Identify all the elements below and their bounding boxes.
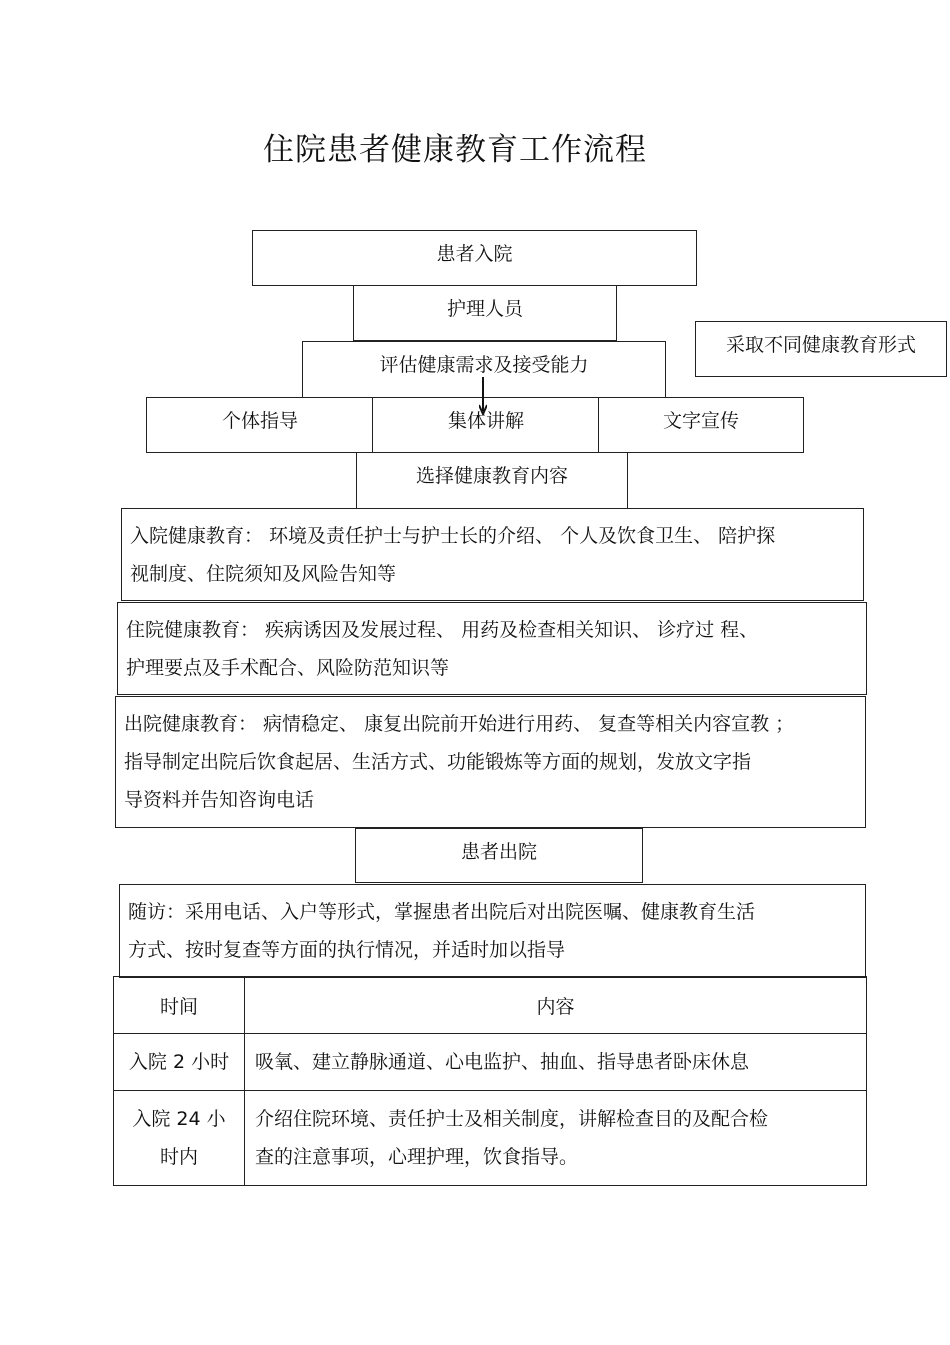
followup-line: 随访：采用电话、入户等形式，掌握患者出院后对出院医嘱、健康教育生活 [128,901,756,923]
down-arrow-icon [479,377,487,415]
time-cell [114,1034,245,1091]
followup-box [119,884,866,978]
discharge-box [355,828,643,883]
table-row [114,1091,867,1186]
discharge-education-box [115,696,866,828]
column-header-content: 内容 [245,977,867,1034]
hospital-education-box [117,602,867,695]
page-title: 住院患者健康教育工作流程 [263,132,647,168]
forms-note-label: 采取不同健康教育形式 [725,334,916,356]
table-row [114,1034,867,1091]
time-cell [114,1091,245,1186]
forms-note-box [695,321,947,377]
select-content-box [356,452,628,509]
form-written-box [598,397,804,453]
admission-education-box [121,508,864,601]
schedule-table [113,976,867,1186]
time-cell-line: 时内 [159,1146,198,1168]
nurse-label: 护理人员 [446,298,523,320]
admission-education-line: 视制度、住院须知及风险告知等 [130,563,397,585]
content-cell-line: 吸氧、建立静脉通道、心电监护、抽血、指导患者卧床休息 [255,1051,750,1073]
select-content-label: 选择健康教育内容 [415,465,568,487]
table-header-row [114,977,867,1034]
content-cell-line: 介绍住院环境、责任护士及相关制度，讲解检查目的及配合检 [255,1108,769,1130]
nurse-box [353,285,617,341]
content-cell [245,1034,867,1091]
discharge-label: 患者出院 [460,841,537,863]
admission-box [252,230,697,286]
discharge-education-line: 指导制定出院后饮食起居、生活方式、功能锻炼等方面的规划，发放文字指 [124,751,752,773]
admission-label: 患者入院 [436,243,513,265]
time-cell-line: 入院 2 小时 [128,1051,230,1073]
assess-label: 评估健康需求及接受能力 [379,354,589,376]
form-group-label: 集体讲解 [447,410,524,432]
content-cell [245,1091,867,1186]
hospital-education-line: 护理要点及手术配合、风险防范知识等 [126,657,450,679]
content-cell-line: 查的注意事项，心理护理，饮食指导。 [255,1146,579,1168]
admission-education-line: 入院健康教育： 环境及责任护士与护士长的介绍、 个人及饮食卫生、 陪护探 [130,525,776,547]
hospital-education-line: 住院健康教育： 疾病诱因及发展过程、 用药及检查相关知识、 诊疗过 程、 [126,619,759,641]
discharge-education-line: 导资料并告知咨询电话 [124,789,315,811]
discharge-education-line: 出院健康教育： 病情稳定、 康复出院前开始进行用药、 复查等相关内容宣教 ； [124,713,795,735]
time-cell-line: 入院 24 小 [132,1108,226,1130]
form-individual-box [146,397,374,453]
form-individual-label: 个体指导 [221,410,298,432]
followup-line: 方式、按时复查等方面的执行情况，并适时加以指导 [128,939,566,961]
column-header-time: 时间 [114,977,245,1034]
form-written-label: 文字宣传 [662,410,739,432]
